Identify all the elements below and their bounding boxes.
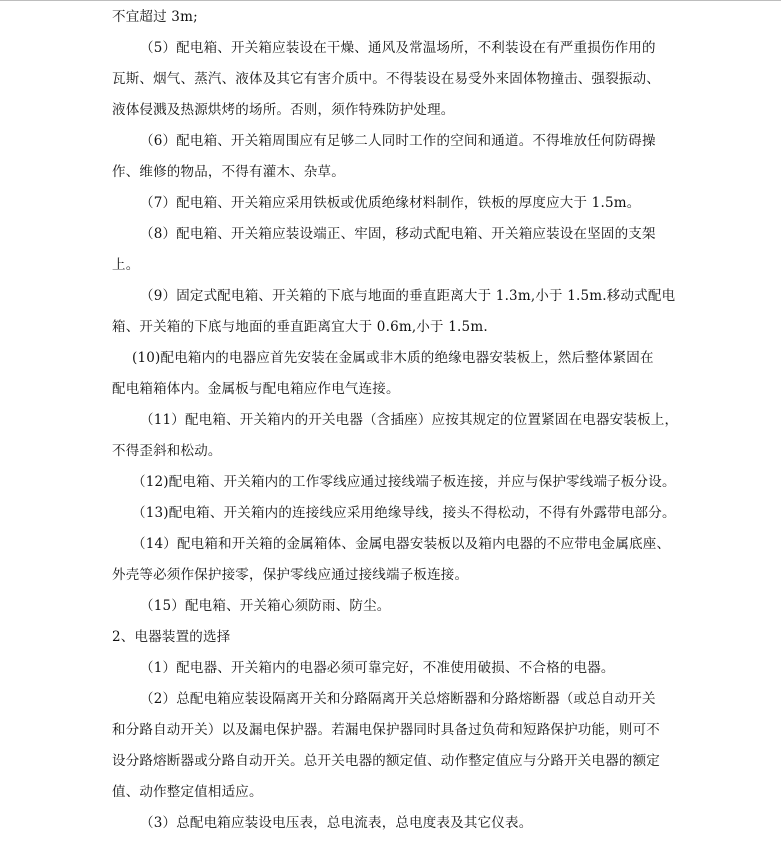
paragraph-start-line: （5）配电箱、开关箱应装设在干燥、通风及常温场所，不利装设在有严重损伤作用的 [140,40,656,56]
paragraph-start-line: （6）配电箱、开关箱周围应有足够二人同时工作的空间和通道。不得堆放任何防碍操 [140,133,656,149]
text-line: 瓦斯、烟气、蒸汽、液体及其它有害介质中。不得装设在易受外来固体物撞击、强裂振动、 [112,71,660,87]
text-line: 不得歪斜和松动。 [112,443,222,459]
paragraph-start-line: (10)配电箱内的电器应首先安装在金属或非木质的绝缘电器安装板上，然后整体紧固在 [132,350,654,366]
text-line: 和分路自动开关）以及漏电保护器。若漏电保护器同时具备过负荷和短路保护功能，则可不 [112,722,660,738]
text-line: 设分路熔断器或分路自动开关。总开关电器的额定值、动作整定值应与分路开关电器的额定 [112,753,660,769]
paragraph-start-line: （1）配电器、开关箱内的电器必须可靠完好，不准使用破损、不合格的电器。 [140,660,615,676]
paragraph-start-line: （11）配电箱、开关箱内的开关电器（含插座）应按其规定的位置紧固在电器安装板上， [140,412,679,428]
paragraph-start-line: （7）配电箱、开关箱应采用铁板或优质绝缘材料制作，铁板的厚度应大于 1.5m。 [140,195,641,211]
section-heading: 2、电器装置的选择 [112,629,231,645]
text-line: 外壳等必须作保护接零，保护零线应通过接线端子板连接。 [112,567,469,583]
paragraph-start-line: （14）配电箱和开关箱的金属箱体、金属电器安装板以及箱内电器的不应带电金属底座、 [132,536,671,552]
paragraph-start-line: （13)配电箱、开关箱内的连接线应采用绝缘导线，接头不得松动，不得有外露带电部分。 [132,505,676,521]
text-line: 配电箱箱体内。金属板与配电箱应作电气连接。 [112,381,400,397]
paragraph-start-line: （15）配电箱、开关箱心须防雨、防尘。 [140,598,391,614]
page-top-rule [0,0,781,1]
text-line: 不宜超过 3m; [112,9,198,25]
paragraph-start-line: （12)配电箱、开关箱内的工作零线应通过接线端子板连接，并应与保护零线端子板分设。 [132,474,676,490]
text-line: 箱、开关箱的下底与地面的垂直距离宜大于 0.6m,小于 1.5m. [112,319,488,335]
paragraph-start-line: （8）配电箱、开关箱应装设端正、牢固，移动式配电箱、开关箱应装设在坚固的支架 [140,226,656,242]
paragraph-start-line: （2）总配电箱应装设隔离开关和分路隔离开关总熔断器和分路熔断器（或总自动开关 [140,691,656,707]
text-line: 值、动作整定值相适应。 [112,784,263,800]
document-body [112,6,679,843]
paragraph-start-line: （9）固定式配电箱、开关箱的下底与地面的垂直距离大于 1.3m,小于 1.5m.移动式配电 [140,288,676,304]
text-line: 液体侵溅及热源烘烤的场所。否则，须作特殊防护处理。 [112,102,455,118]
text-line: 上。 [112,257,140,273]
paragraph-start-line: （3）总配电箱应装设电压表，总电流表，总电度表及其它仪表。 [140,815,533,831]
text-line: 作、维修的物品，不得有灌木、杂草。 [112,164,345,180]
